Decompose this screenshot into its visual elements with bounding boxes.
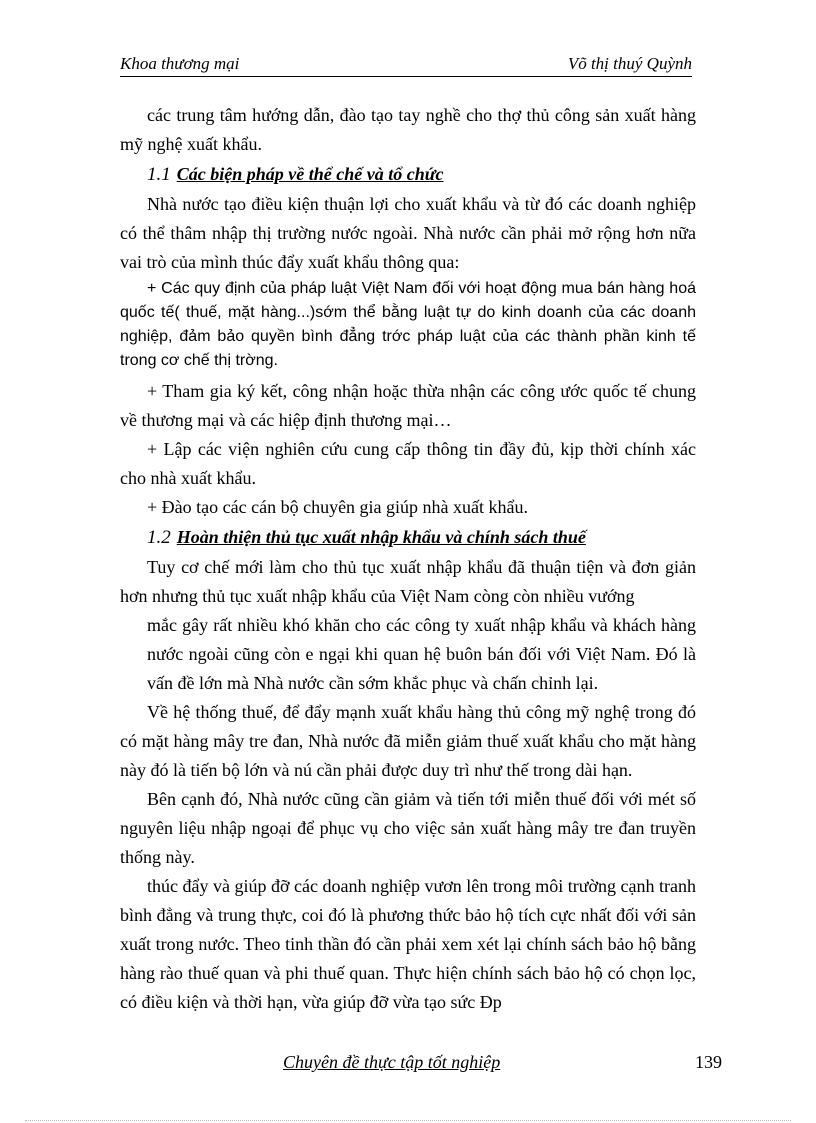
section-number-1: 1.1 xyxy=(147,164,171,185)
footer-title: Chuyên đề thực tập tốt nghiệp xyxy=(283,1052,501,1072)
section-title-1: Các biện pháp về thể chế và tổ chức xyxy=(176,164,444,184)
section-title-2: Hoàn thiện thủ tục xuất nhập khẩu và chính sách thuế xyxy=(176,527,586,547)
paragraph-procedures-b: mắc gây rất nhiều khó khăn cho các công ty xuất nhập khẩu và khách hàng nước ngoài cũng còn e ngại khi quan hệ buôn bán đối với Việt Nam. Đó là vấn đề lớn mà Nhà nước cần sớm khắc phục và chấn chỉnh lại. xyxy=(147,615,696,693)
page-footer xyxy=(120,1050,722,1074)
bullet-training-experts: + Đào tạo các cán bộ chuyên gia giúp nhà xuất khẩu. xyxy=(147,497,529,517)
bullet-legal-regulations: + Các quy định của pháp luật Việt Nam đối với hoạt động mua bán hàng hoá quốc tế( thuế, mặt hàng...)sớm thể bằng luật tự do kinh doanh của các doanh nghiệp, đảm bảo quyền bình đẳng trớc pháp luật của các thành phần kinh tế trong cơ chế thị trờng. xyxy=(120,280,696,369)
paragraph-institutional: Nhà nước tạo điều kiện thuận lợi cho xuất khẩu và từ đó các doanh nghiệp có thể thâm nhập thị trường nước ngoài. Nhà nước cần phải mở rộng hơn nữa vai trò của mình thúc đẩy xuất khẩu thông qua: xyxy=(120,194,696,272)
paragraph-import-materials: Bên cạnh đó, Nhà nước cũng cần giảm và tiến tới miễn thuế đối với mét số nguyên liệu nhập ngoại để phục vụ cho việc sản xuất hàng mây tre đan truyền thống này. xyxy=(120,789,696,867)
page-header xyxy=(120,52,692,77)
page-number: 139 xyxy=(695,1052,722,1072)
page-body xyxy=(120,101,696,1017)
header-author: Võ thị thuý Quỳnh xyxy=(567,54,692,73)
section-heading-1 xyxy=(120,159,696,190)
paragraph-intro: các trung tâm hướng dẫn, đào tạo tay nghề cho thợ thủ công sản xuất hàng mỹ nghệ xuất khẩu. xyxy=(120,105,696,154)
paragraph-procedures-a: Tuy cơ chế mới làm cho thủ tục xuất nhập khẩu đã thuận tiện và đơn giản hơn nhưng thủ tục xuất nhập khẩu của Việt Nam còng còn nhiều vướng xyxy=(120,557,696,606)
paragraph-tax-system: Về hệ thống thuế, để đẩy mạnh xuất khẩu hàng thủ công mỹ nghệ trong đó có mặt hàng mây tre đan, Nhà nước đã miễn giảm thuế xuất khẩu cho mặt hàng này đó là tiến bộ lớn và nú cần phải được duy trì như thế trong dài hạn. xyxy=(120,702,696,780)
page-edge-divider xyxy=(25,1120,791,1121)
header-faculty: Khoa thương mại xyxy=(120,54,240,73)
bullet-international-conventions: + Tham gia ký kết, công nhận hoặc thừa nhận các công ước quốc tế chung về thương mại và các hiệp định thương mại… xyxy=(120,381,696,430)
section-heading-2 xyxy=(120,522,696,553)
paragraph-protection-policy: thúc đẩy và giúp đỡ các doanh nghiệp vươn lên trong môi trường cạnh tranh bình đẳng và trung thực, coi đó là phương thức bảo hộ tích cực nhất đối với sản xuất trong nước. Theo tinh thần đó cần phải xem xét lại chính sách bảo hộ bằng hàng rào thuế quan và phi thuế quan. Thực hiện chính sách bảo hộ có chọn lọc, có điều kiện và thời hạn, vừa giúp đỡ vừa tạo sức Ðp xyxy=(120,876,696,1012)
bullet-research-institutes: + Lập các viện nghiên cứu cung cấp thông tin đầy đủ, kịp thời chính xác cho nhà xuất khẩu. xyxy=(120,439,696,488)
section-number-2: 1.2 xyxy=(147,527,171,548)
